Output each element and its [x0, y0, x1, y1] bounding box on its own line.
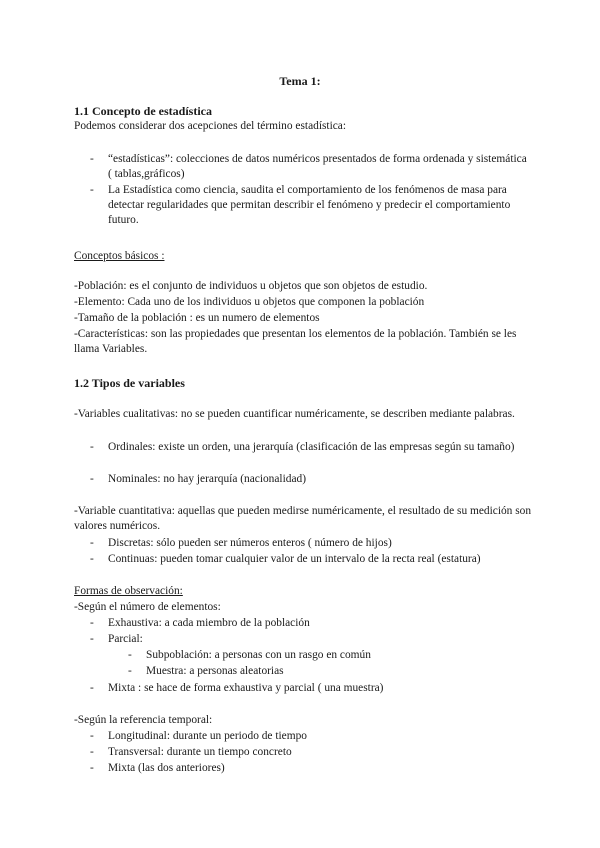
bullet-dash: -: [90, 537, 94, 549]
list-item-text: Subpoblación: a personas con un rasgo en común: [146, 649, 371, 661]
list-item-text: Muestra: a personas aleatorias: [146, 665, 284, 677]
subsection-title-conceptos: Conceptos básicos :: [74, 250, 165, 262]
list-item-text: Exhaustiva: a cada miembro de la población: [108, 617, 310, 629]
bullet-dash: -: [90, 682, 94, 694]
bullet-dash: -: [90, 617, 94, 629]
paragraph: -Según el número de elementos:: [74, 601, 221, 613]
list-item-text: Nominales: no hay jerarquía (nacionalidad): [108, 473, 306, 485]
bullet-dash: -: [90, 153, 94, 165]
bullet-dash: -: [90, 633, 94, 645]
bullet-dash: -: [90, 746, 94, 758]
section-intro: Podemos considerar dos acepciones del término estadística:: [74, 120, 347, 132]
page-title: Tema 1:: [279, 74, 321, 88]
list-item-text: Mixta (las dos anteriores): [108, 762, 225, 774]
section-heading-1-2: 1.2 Tipos de variables: [74, 376, 185, 390]
bullet-dash: -: [128, 665, 132, 677]
bullet-dash: -: [90, 553, 94, 565]
section-heading-1-1: 1.1 Concepto de estadística: [74, 104, 212, 118]
list-item-text: Ordinales: existe un orden, una jerarquía (clasificación de las empresas según su tamaño): [108, 441, 515, 453]
bullet-dash: -: [128, 649, 132, 661]
paragraph: -Variables cualitativas: no se pueden cuantificar numéricamente, se describen mediante palabras.: [74, 408, 515, 420]
paragraph: -Características: son las propiedades que presentan los elementos de la población. También se les llama Variables.: [74, 328, 517, 355]
paragraph: -Variable cuantitativa: aquellas que pueden medirse numéricamente, el resultado de su medición son valores numéricos.: [74, 505, 532, 532]
list-item-text: Mixta : se hace de forma exhaustiva y parcial ( una muestra): [108, 682, 384, 694]
list-item-text: La Estadística como ciencia, saudita el comportamiento de los fenómenos de masa para detectar regularidades que permitan describir el fenómeno y predecir el comportamiento futuro.: [108, 184, 511, 226]
bullet-dash: -: [90, 184, 94, 196]
paragraph: -Elemento: Cada uno de los individuos u objetos que componen la población: [74, 296, 425, 308]
list-item-text: “estadísticas”: colecciones de datos numéricos presentados de forma ordenada y sistemática ( tablas,gráficos): [108, 153, 527, 180]
list-item-text: Longitudinal: durante un periodo de tiempo: [108, 730, 307, 742]
paragraph: -Población: es el conjunto de individuos u objetos que son objetos de estudio.: [74, 280, 428, 292]
list-item-text: Transversal: durante un tiempo concreto: [108, 746, 292, 758]
bullet-dash: -: [90, 730, 94, 742]
list-item-text: Continuas: pueden tomar cualquier valor de un intervalo de la recta real (estatura): [108, 553, 481, 565]
bullet-dash: -: [90, 441, 94, 453]
paragraph: -Según la referencia temporal:: [74, 714, 213, 726]
list-item-text: Parcial:: [108, 633, 143, 645]
paragraph: -Tamaño de la población : es un numero de elementos: [74, 312, 320, 324]
subsection-title-formas: Formas de observación:: [74, 585, 183, 597]
bullet-dash: -: [90, 473, 94, 485]
bullet-dash: -: [90, 762, 94, 774]
list-item-text: Discretas: sólo pueden ser números enteros ( número de hijos): [108, 537, 392, 549]
